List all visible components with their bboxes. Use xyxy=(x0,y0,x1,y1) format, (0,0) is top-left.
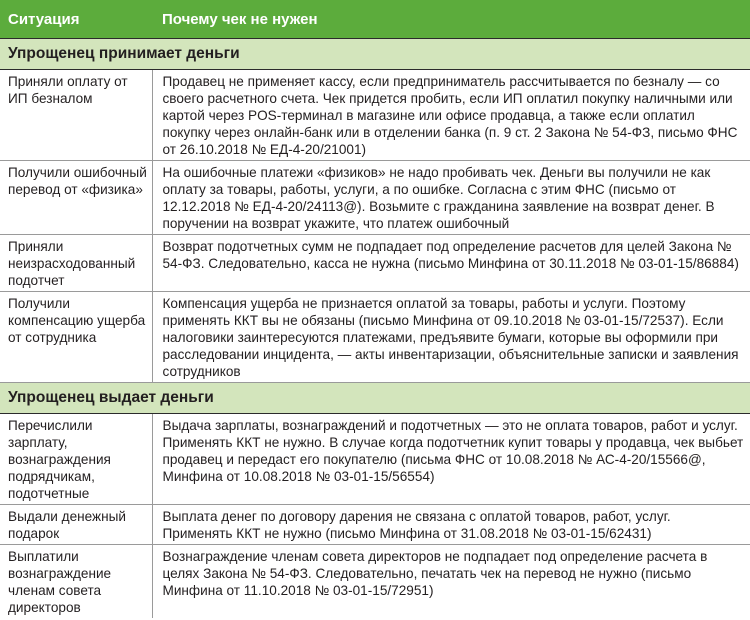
situation-cell: Приняли неизрасходованный подотчет xyxy=(0,235,152,292)
table-header-row xyxy=(0,0,750,39)
table-row xyxy=(0,545,750,619)
reason-cell: Продавец не применяет кассу, если предприниматель рассчитывается по безналу — со своего расчетного счета. Чек придется пробить, если ИП оплатил покупку наличными или картой через POS-терминал в магазине или офисе продавца, а также если оплатил покупку через онлайн-банк или в отделении банка (п. 9 ст. 2 Закона № 54-ФЗ, письмо ФНС от 26.10.2018 № ЕД-4-20/21001) xyxy=(152,70,750,161)
reason-cell: Возврат подотчетных сумм не подпадает под определение расчетов для целей Закона № 54-ФЗ. Следовательно, касса не нужна (письмо Минфина от 30.11.2018 № 03-01-15/86884) xyxy=(152,235,750,292)
section-header xyxy=(0,39,750,70)
situation-cell: Приняли оплату от ИП безналом xyxy=(0,70,152,161)
header-reason: Почему чек не нужен xyxy=(152,0,750,39)
table-row xyxy=(0,414,750,505)
section-header xyxy=(0,383,750,414)
reason-cell: На ошибочные платежи «физиков» не надо пробивать чек. Деньги вы получили не как оплату за товары, работы, услуги, а по ошибке. Согласна с этим ФНС (письмо от 12.12.2018 № ЕД-4-20/24113@). Возьмите с гражданина заявление на возврат денег. В поручении на возврат укажите, что платеж ошибочный xyxy=(152,161,750,235)
table-row xyxy=(0,235,750,292)
reason-cell: Выплата денег по договору дарения не связана с оплатой товаров, работ, услуг. Применять ККТ не нужно (письмо Минфина от 31.08.2018 № 03-01-15/62431) xyxy=(152,505,750,545)
situation-cell: Выдали денежный подарок xyxy=(0,505,152,545)
table-row xyxy=(0,161,750,235)
table-row xyxy=(0,70,750,161)
reason-cell: Компенсация ущерба не признается оплатой за товары, работы и услуги. Поэтому применять ККТ вы не обязаны (письмо Минфина от 09.10.2018 № 03-01-15/72537). Если налоговики заинтересуются платежами, предъявите бумаги, которые вы оформили при расследовании инцидента, — акты инвентаризации, объяснительные записки и заявления сотрудников xyxy=(152,292,750,383)
reason-cell: Вознаграждение членам совета директоров не подпадает под определение расчета в целях Закона № 54-ФЗ. Следовательно, печатать чек на перевод не нужно (письмо Минфина от 11.10.2018 № 03-01-15/72951) xyxy=(152,545,750,619)
section-title: Упрощенец принимает деньги xyxy=(0,39,750,70)
table-row xyxy=(0,292,750,383)
situation-cell: Перечислили зарплату, вознаграждения подрядчикам, подотчетные xyxy=(0,414,152,505)
situation-cell: Выплатили вознаграждение членам совета директоров xyxy=(8,549,112,615)
section-title: Упрощенец выдает деньги xyxy=(0,383,750,414)
table-row xyxy=(0,505,750,545)
header-situation: Ситуация xyxy=(0,0,152,39)
situation-cell: Получили ошибочный перевод от «физика» xyxy=(0,161,152,235)
reason-cell: Выдача зарплаты, вознаграждений и подотчетных — это не оплата товаров, работ и услуг. Применять ККТ не нужно. В случае когда подотчетник купит товары у продавца, чек выбьет продавец и передаст его покупателю (письма ФНС от 10.08.2018 № АС-4-20/15566@, Минфина от 10.08.2018 № 03-01-15/56554) xyxy=(152,414,750,505)
situation-cell: Получили компенсацию ущерба от сотрудника xyxy=(0,292,152,383)
